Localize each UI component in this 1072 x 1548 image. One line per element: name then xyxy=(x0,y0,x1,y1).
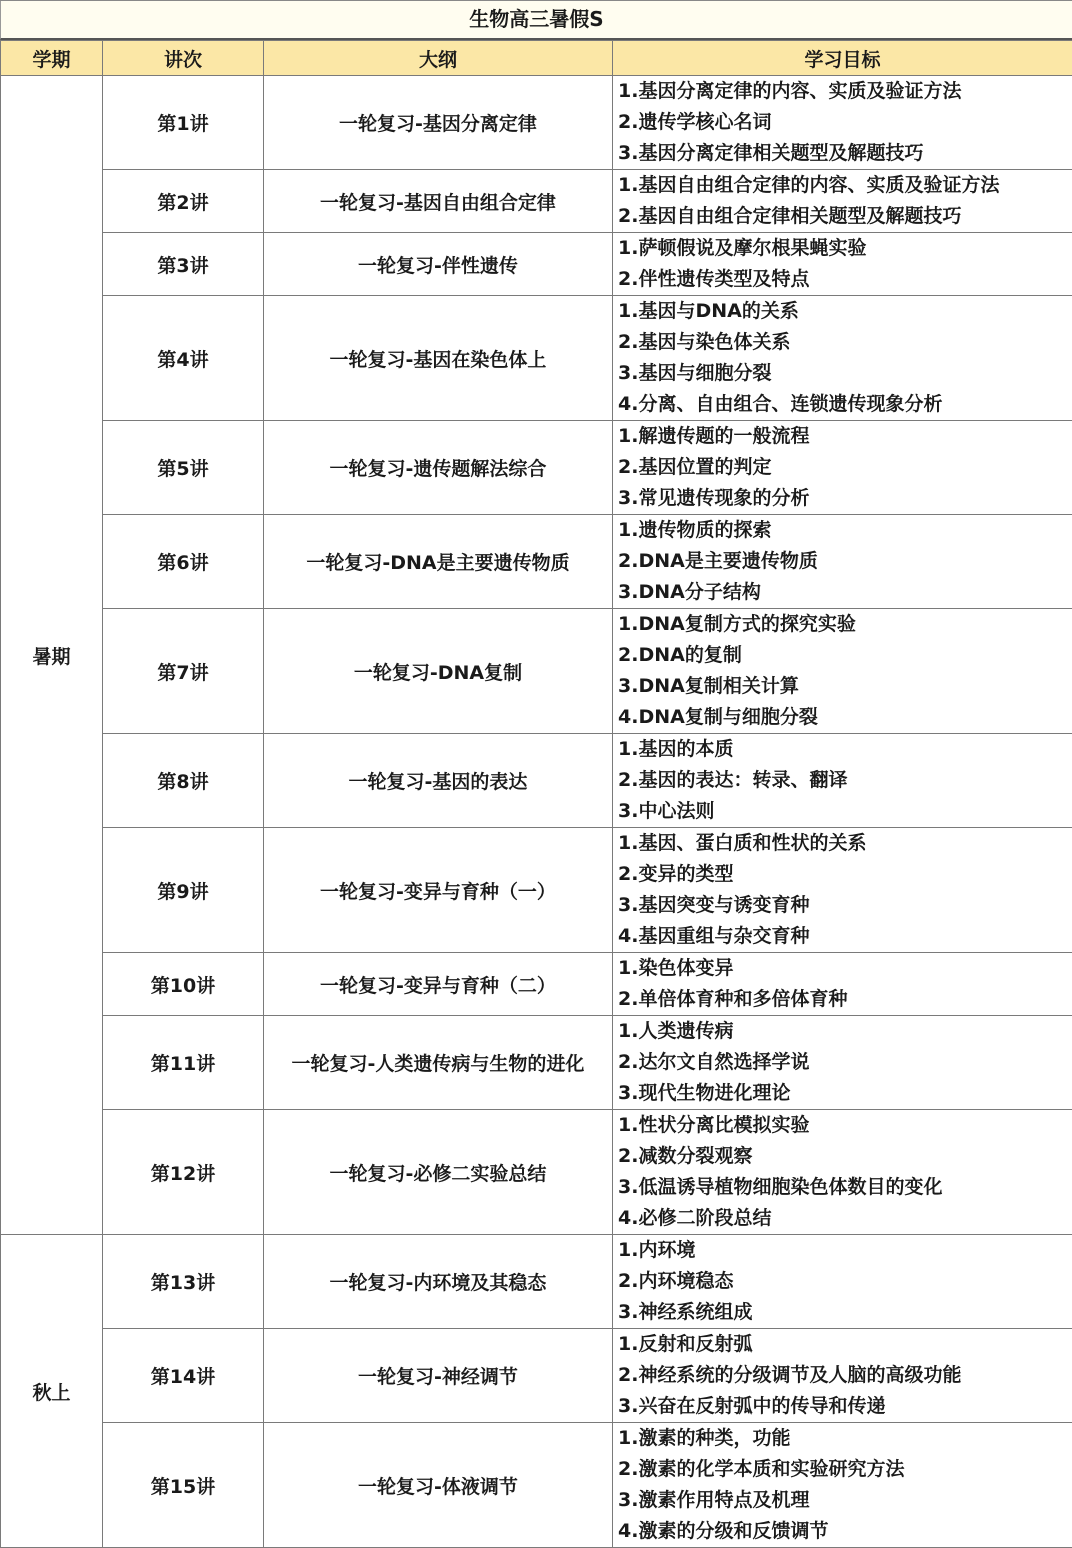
goal-item: 4.分离、自由组合、连锁遗传现象分析 xyxy=(618,389,1072,420)
lesson-goals xyxy=(613,515,1072,609)
goal-item: 1.DNA复制方式的探究实验 xyxy=(618,609,1072,640)
lesson-outline: 一轮复习-伴性遗传 xyxy=(264,233,613,296)
table-row xyxy=(1,421,1072,515)
lesson-outline: 一轮复习-遗传题解法综合 xyxy=(264,421,613,515)
syllabus-table xyxy=(0,40,1072,1548)
lesson-goals xyxy=(613,953,1072,1016)
lesson-outline: 一轮复习-神经调节 xyxy=(264,1329,613,1423)
lesson-outline: 一轮复习-人类遗传病与生物的进化 xyxy=(264,1016,613,1110)
lesson-outline: 一轮复习-基因分离定律 xyxy=(264,76,613,170)
table-row xyxy=(1,1110,1072,1235)
lesson-number: 第13讲 xyxy=(103,1235,264,1329)
lesson-number: 第10讲 xyxy=(103,953,264,1016)
goal-item: 1.反射和反射弧 xyxy=(618,1329,1072,1360)
lesson-goals xyxy=(613,76,1072,170)
goal-item: 1.基因的本质 xyxy=(618,734,1072,765)
goal-item: 1.激素的种类，功能 xyxy=(618,1423,1072,1454)
goal-item: 2.单倍体育种和多倍体育种 xyxy=(618,984,1072,1015)
goal-item: 4.基因重组与杂交育种 xyxy=(618,921,1072,952)
table-row xyxy=(1,76,1072,170)
goal-item: 1.性状分离比模拟实验 xyxy=(618,1110,1072,1141)
goal-item: 1.染色体变异 xyxy=(618,953,1072,984)
lesson-number: 第12讲 xyxy=(103,1110,264,1235)
goal-item: 4.DNA复制与细胞分裂 xyxy=(618,702,1072,733)
goal-item: 3.激素作用特点及机理 xyxy=(618,1485,1072,1516)
table-row xyxy=(1,1329,1072,1423)
lesson-goals xyxy=(613,1235,1072,1329)
lesson-goals xyxy=(613,1110,1072,1235)
header-term: 学期 xyxy=(1,41,103,76)
table-row xyxy=(1,1235,1072,1329)
goal-item: 2.达尔文自然选择学说 xyxy=(618,1047,1072,1078)
lesson-outline: 一轮复习-必修二实验总结 xyxy=(264,1110,613,1235)
lesson-number: 第7讲 xyxy=(103,609,264,734)
goal-item: 3.DNA复制相关计算 xyxy=(618,671,1072,702)
goal-item: 3.中心法则 xyxy=(618,796,1072,827)
goal-item: 2.激素的化学本质和实验研究方法 xyxy=(618,1454,1072,1485)
table-row xyxy=(1,296,1072,421)
goal-item: 1.遗传物质的探索 xyxy=(618,515,1072,546)
lesson-outline: 一轮复习-变异与育种（二） xyxy=(264,953,613,1016)
goal-item: 2.减数分裂观察 xyxy=(618,1141,1072,1172)
goal-item: 2.神经系统的分级调节及人脑的高级功能 xyxy=(618,1360,1072,1391)
goal-item: 3.基因分离定律相关题型及解题技巧 xyxy=(618,138,1072,169)
table-row xyxy=(1,1423,1072,1548)
goal-item: 1.基因自由组合定律的内容、实质及验证方法 xyxy=(618,170,1072,201)
goal-item: 2.基因与染色体关系 xyxy=(618,327,1072,358)
lesson-number: 第8讲 xyxy=(103,734,264,828)
lesson-number: 第1讲 xyxy=(103,76,264,170)
goal-item: 1.基因分离定律的内容、实质及验证方法 xyxy=(618,76,1072,107)
goal-item: 2.内环境稳态 xyxy=(618,1266,1072,1297)
lesson-outline: 一轮复习-内环境及其稳态 xyxy=(264,1235,613,1329)
lesson-goals xyxy=(613,421,1072,515)
goal-item: 3.低温诱导植物细胞染色体数目的变化 xyxy=(618,1172,1072,1203)
table-row xyxy=(1,1016,1072,1110)
lesson-outline: 一轮复习-基因的表达 xyxy=(264,734,613,828)
goal-item: 2.基因位置的判定 xyxy=(618,452,1072,483)
lesson-goals xyxy=(613,1329,1072,1423)
table-row xyxy=(1,170,1072,233)
header-goals: 学习目标 xyxy=(613,41,1072,76)
header-row xyxy=(1,41,1072,76)
lesson-goals xyxy=(613,1423,1072,1548)
lesson-goals xyxy=(613,170,1072,233)
table-row xyxy=(1,828,1072,953)
goal-item: 1.基因与DNA的关系 xyxy=(618,296,1072,327)
table-title: 生物高三暑假S xyxy=(0,1,1072,40)
term-cell: 秋上 xyxy=(1,1235,103,1548)
lesson-outline: 一轮复习-变异与育种（一） xyxy=(264,828,613,953)
term-cell: 暑期 xyxy=(1,76,103,1235)
goal-item: 2.基因的表达：转录、翻译 xyxy=(618,765,1072,796)
lesson-goals xyxy=(613,609,1072,734)
goal-item: 2.伴性遗传类型及特点 xyxy=(618,264,1072,295)
lesson-number: 第14讲 xyxy=(103,1329,264,1423)
lesson-goals xyxy=(613,1016,1072,1110)
table-row xyxy=(1,734,1072,828)
lesson-goals xyxy=(613,828,1072,953)
goal-item: 1.人类遗传病 xyxy=(618,1016,1072,1047)
lesson-number: 第4讲 xyxy=(103,296,264,421)
lesson-outline: 一轮复习-体液调节 xyxy=(264,1423,613,1548)
goal-item: 2.基因自由组合定律相关题型及解题技巧 xyxy=(618,201,1072,232)
table-row xyxy=(1,609,1072,734)
lesson-goals xyxy=(613,233,1072,296)
lesson-number: 第6讲 xyxy=(103,515,264,609)
goal-item: 3.常见遗传现象的分析 xyxy=(618,483,1072,514)
header-lesson: 讲次 xyxy=(103,41,264,76)
goal-item: 2.遗传学核心名词 xyxy=(618,107,1072,138)
goal-item: 1.内环境 xyxy=(618,1235,1072,1266)
lesson-goals xyxy=(613,296,1072,421)
goal-item: 3.基因突变与诱变育种 xyxy=(618,890,1072,921)
goal-item: 4.激素的分级和反馈调节 xyxy=(618,1516,1072,1547)
lesson-outline: 一轮复习-DNA是主要遗传物质 xyxy=(264,515,613,609)
goal-item: 3.基因与细胞分裂 xyxy=(618,358,1072,389)
goal-item: 1.解遗传题的一般流程 xyxy=(618,421,1072,452)
lesson-number: 第9讲 xyxy=(103,828,264,953)
goal-item: 3.兴奋在反射弧中的传导和传递 xyxy=(618,1391,1072,1422)
lesson-number: 第15讲 xyxy=(103,1423,264,1548)
lesson-goals xyxy=(613,734,1072,828)
goal-item: 1.萨顿假说及摩尔根果蝇实验 xyxy=(618,233,1072,264)
goal-item: 2.DNA是主要遗传物质 xyxy=(618,546,1072,577)
lesson-number: 第2讲 xyxy=(103,170,264,233)
lesson-outline: 一轮复习-DNA复制 xyxy=(264,609,613,734)
goal-item: 3.DNA分子结构 xyxy=(618,577,1072,608)
table-body xyxy=(1,76,1072,1548)
lesson-outline: 一轮复习-基因自由组合定律 xyxy=(264,170,613,233)
header-outline: 大纲 xyxy=(264,41,613,76)
lesson-number: 第11讲 xyxy=(103,1016,264,1110)
goal-item: 1.基因、蛋白质和性状的关系 xyxy=(618,828,1072,859)
lesson-number: 第5讲 xyxy=(103,421,264,515)
goal-item: 4.必修二阶段总结 xyxy=(618,1203,1072,1234)
table-row xyxy=(1,515,1072,609)
goal-item: 3.神经系统组成 xyxy=(618,1297,1072,1328)
lesson-outline: 一轮复习-基因在染色体上 xyxy=(264,296,613,421)
lesson-number: 第3讲 xyxy=(103,233,264,296)
table-row xyxy=(1,953,1072,1016)
goal-item: 2.DNA的复制 xyxy=(618,640,1072,671)
table-row xyxy=(1,233,1072,296)
goal-item: 2.变异的类型 xyxy=(618,859,1072,890)
goal-item: 3.现代生物进化理论 xyxy=(618,1078,1072,1109)
